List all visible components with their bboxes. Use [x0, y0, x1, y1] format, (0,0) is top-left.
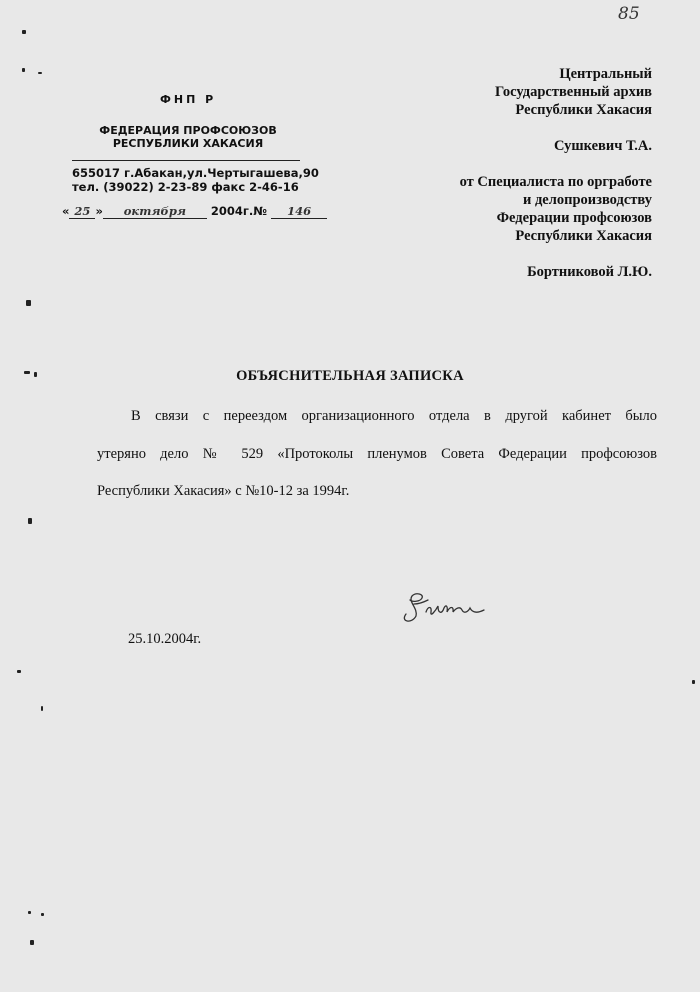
sender-person: Бортниковой Л.Ю. — [527, 264, 652, 280]
handwritten-doc-number: 146 — [271, 204, 327, 219]
scan-speck — [41, 913, 44, 916]
scan-speck — [26, 300, 31, 306]
handwritten-day: 25 — [69, 204, 95, 219]
addressee-line-3: Республики Хакасия — [515, 102, 652, 118]
document-body — [97, 398, 657, 511]
scan-speck — [30, 940, 34, 945]
addressee-line-2: Государственный архив — [494, 84, 652, 100]
addressee-line-1: Центральный — [559, 66, 652, 82]
scan-speck — [22, 30, 26, 34]
letterhead-address: 655017 г.Абакан,ул.Чертыгашева,90 — [72, 166, 319, 180]
body-line-2: утеряно дело № 529 «Протоколы пленумов Совета Федерации профсоюзов — [97, 445, 657, 462]
scan-speck — [24, 371, 30, 374]
handwritten-month: октября — [103, 204, 207, 219]
sender-line-4: Республики Хакасия — [515, 228, 652, 244]
scan-speck — [34, 372, 37, 377]
date-open-quote: « — [62, 204, 70, 218]
scan-speck — [41, 706, 43, 711]
letterhead-contacts — [72, 166, 319, 194]
scan-speck — [28, 518, 32, 524]
document-title: ОБЪЯСНИТЕЛЬНАЯ ЗАПИСКА — [236, 368, 464, 384]
scan-speck — [28, 911, 31, 914]
scan-speck — [38, 72, 42, 74]
signature-date: 25.10.2004г. — [128, 631, 202, 647]
outgoing-date-line — [62, 204, 327, 219]
letterhead-phone: тел. (39022) 2-23-89 факс 2-46-16 — [72, 180, 299, 194]
date-year-label: 2004г.№ — [210, 204, 268, 218]
org-name-line-2: РЕСПУБЛИКИ ХАКАСИЯ — [112, 137, 264, 150]
handwritten-signature — [398, 590, 488, 626]
letterhead-abbreviation: ФНП Р — [160, 93, 217, 106]
scan-speck — [692, 680, 695, 684]
scan-speck — [17, 670, 21, 673]
letterhead-divider — [72, 160, 300, 161]
body-line-3: Республики Хакасия» с №10-12 за 1994г. — [97, 483, 350, 499]
letterhead-organization — [70, 124, 306, 150]
addressee-block — [460, 65, 652, 281]
body-line-1: В связи с переездом организационного отдела в другой кабинет было — [131, 408, 657, 424]
archive-page-number: 85 — [618, 4, 640, 24]
sender-line-1: от Специалиста по оргработе — [459, 174, 652, 190]
scan-speck — [22, 68, 25, 72]
addressee-person: Сушкевич Т.А. — [554, 138, 652, 154]
sender-line-3: Федерации профсоюзов — [496, 210, 652, 226]
org-name-line-1: ФЕДЕРАЦИЯ ПРОФСОЮЗОВ — [99, 124, 277, 137]
sender-line-2: и делопроизводству — [522, 192, 652, 208]
date-close-quote: » — [95, 204, 103, 218]
